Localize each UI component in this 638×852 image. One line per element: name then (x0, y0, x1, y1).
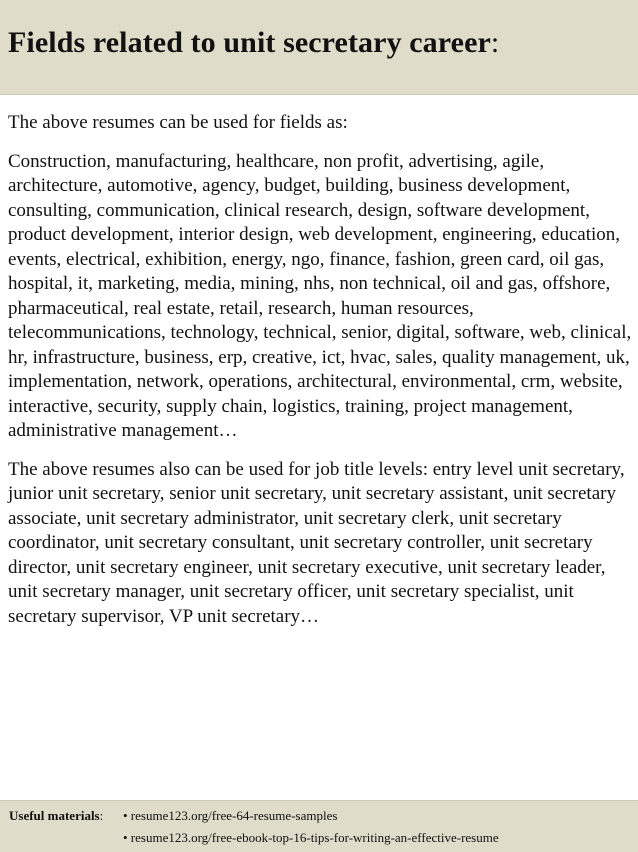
intro-text: The above resumes can be used for fields as: (8, 112, 348, 133)
page-title (8, 24, 499, 62)
useful-materials-label (9, 807, 103, 825)
resource-link-resume-samples[interactable]: • resume123.org/free-64-resume-samples (123, 808, 338, 823)
title-band (0, 0, 638, 95)
main-content (8, 111, 632, 629)
footer-band (0, 800, 638, 852)
useful-materials-label-text: Useful materials (9, 808, 100, 823)
fields-list-text: Construction, manufacturing, healthcare, non profit, advertising, agile, architecture, automotive, agency, budget, building, business development, consulting, communication, clinical research, design, software development, product development, interior design, web development, engineering, education, events, electrical, exhibition, energy, ngo, finance, fashion, green card, oil gas, hospital, it, marketing, media, mining, nhs, non technical, oil and gas, offshore, pharmaceutical, real estate, retail, research, human resources, telecommunications, technology, technical, senior, digital, software, web, clinical, hr, infrastructure, business, erp, creative, ict, hvac, sales, quality management, uk, implementation, network, operations, architectural, environmental, crm, website, interactive, security, supply chain, logistics, training, project management, administrative management… (8, 150, 632, 441)
page-title-colon: : (490, 26, 500, 59)
page-title-text: Fields related to unit secretary career (8, 26, 491, 59)
useful-materials-colon: : (99, 808, 104, 823)
resource-link-ebook-tips[interactable]: • resume123.org/free-ebook-top-16-tips-for-writing-an-effective-resume (123, 830, 499, 845)
job-levels-text: The above resumes also can be used for job title levels: entry level unit secretary, junior unit secretary, senior unit secretary, unit secretary assistant, unit secretary associate, unit secretary administrator, unit secretary clerk, unit secretary coordinator, unit secretary consultant, unit secretary controller, unit secretary director, unit secretary engineer, unit secretary executive, unit secretary leader, unit secretary manager, unit secretary officer, unit secretary specialist, unit secretary supervisor, VP unit secretary… (8, 458, 625, 627)
